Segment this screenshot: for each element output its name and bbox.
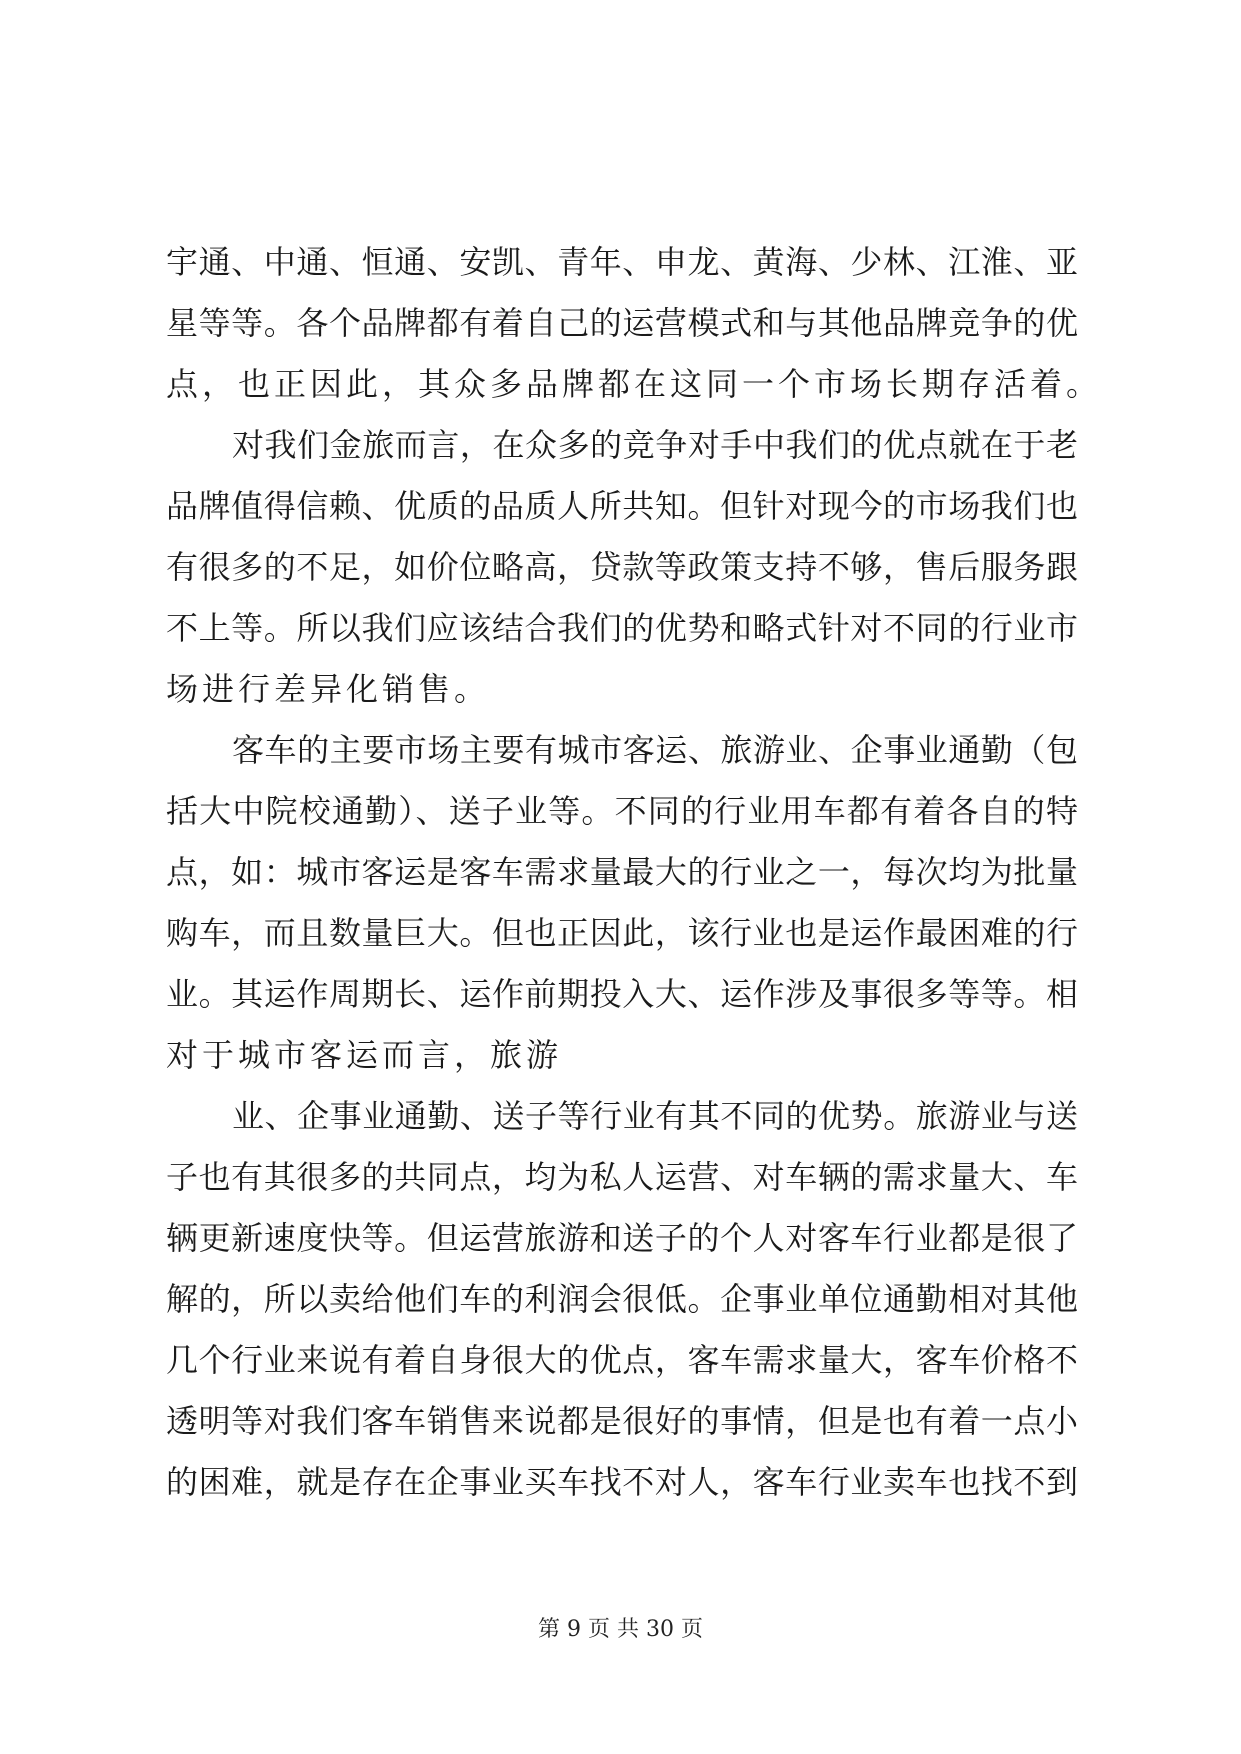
text-line: 对于城市客运而言，旅游: [166, 1036, 563, 1074]
text-line: 辆更新速度快等。但运营旅游和送子的个人对客车行业都是很了: [166, 1219, 1078, 1257]
text-line: 点，如：城市客运是客车需求量最大的行业之一，每次均为批量: [166, 853, 1078, 891]
text-line: 客车的主要市场主要有城市客运、旅游业、企事业通勤（包: [232, 731, 1078, 769]
text-line: 解的，所以卖给他们车的利润会很低。企事业单位通勤相对其他: [166, 1280, 1078, 1318]
text-line: 对我们金旅而言，在众多的竞争对手中我们的优点就在于老: [232, 426, 1078, 464]
page-number-label: 第 9 页 共 30 页: [538, 1617, 703, 1642]
page-footer: [0, 1612, 1241, 1643]
text-line: 不上等。所以我们应该结合我们的优势和略式针对不同的行业市: [166, 609, 1078, 647]
text-line: 宇通、中通、恒通、安凯、青年、申龙、黄海、少林、江淮、亚: [166, 243, 1078, 281]
text-line: 品牌值得信赖、优质的品质人所共知。但针对现今的市场我们也: [166, 487, 1078, 525]
text-line: 购车，而且数量巨大。但也正因此，该行业也是运作最困难的行: [166, 914, 1078, 952]
text-line: 的困难，就是存在企事业买车找不对人，客车行业卖车也找不到: [166, 1463, 1078, 1501]
text-line: 业、企事业通勤、送子等行业有其不同的优势。旅游业与送: [232, 1097, 1078, 1135]
text-line: 透明等对我们客车销售来说都是很好的事情，但是也有着一点小: [166, 1402, 1078, 1440]
text-line: 点，也正因此，其众多品牌都在这同一个市场长期存活着。: [166, 365, 1103, 403]
text-line: 星等等。各个品牌都有着自己的运营模式和与其他品牌竞争的优: [166, 304, 1078, 342]
text-line: 括大中院校通勤）、送子业等。不同的行业用车都有着各自的特: [166, 792, 1078, 830]
text-line: 几个行业来说有着自身很大的优点，客车需求量大，客车价格不: [166, 1341, 1078, 1379]
text-line: 业。其运作周期长、运作前期投入大、运作涉及事很多等等。相: [166, 975, 1078, 1013]
text-line: 有很多的不足，如价位略高，贷款等政策支持不够，售后服务跟: [166, 548, 1078, 586]
text-line: 子也有其很多的共同点，均为私人运营、对车辆的需求量大、车: [166, 1158, 1078, 1196]
body-text: [166, 232, 1103, 1513]
text-line: 场进行差异化销售。: [166, 670, 491, 708]
